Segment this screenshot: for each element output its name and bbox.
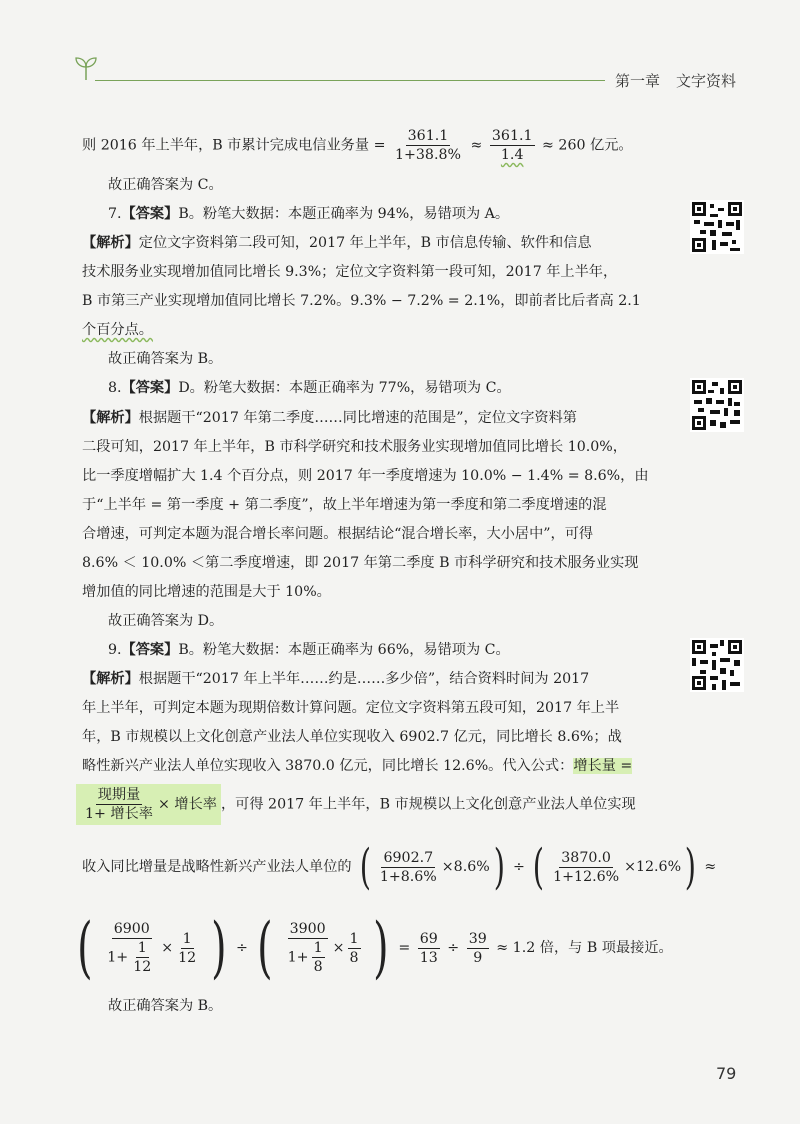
right-paren: ) [373,909,389,986]
qr-code-icon [692,640,742,690]
numerator: 361.1 [491,128,533,144]
q8-answer [108,377,511,399]
q9-analysis-line1 [82,668,589,690]
conclusion-text: 故正确答案为 D。 [108,613,224,629]
text: ≈ 260 亿元。 [542,137,633,154]
text: 定位文字资料第二段可知，2017 年上半年，B 市信息传输、软件和信息 [138,235,592,251]
numerator: 3870.0 [561,849,611,866]
denominator: 1+12.6% [553,868,620,885]
q7-analysis-line3: B 市第三产业实现增加值同比增长 7.2%。9.3% − 7.2% = 2.1%，即前者比后者高 2.1 [82,293,641,309]
text: ×12.6% [624,859,682,875]
fraction [83,786,155,823]
denominator: 8 [349,949,359,966]
numerator: 1 [137,940,147,956]
q9-answer [108,639,510,661]
text: 根据题干“2017 年上半年……约是……多少倍”，结合资料时间为 2017 [138,671,590,687]
running-header [615,70,752,91]
q8-analysis-line7: 增加值的同比增速的范围是大于 10%。 [82,584,331,600]
times-sign: × [332,940,345,956]
denominator: 8 [313,959,323,975]
qr-code-icon [692,380,742,430]
q7-answer [108,203,509,225]
text: 略性新兴产业法人单位实现收入 3870.0 亿元，同比增长 12.6%。代入公式： [82,758,574,774]
fraction [348,930,361,967]
text: 则 2016 年上半年，B 市累计完成电信业务量 = [82,137,386,154]
header-rule [95,80,605,81]
approx-sign: ≈ [704,859,717,875]
numerator: 现期量 [97,787,141,803]
numerator: 39 [468,930,487,947]
fraction [551,849,621,886]
denominator: 12 [133,959,152,975]
q9-approx-line [72,909,673,986]
chapter-label: 第一章 [615,72,661,90]
q8-analysis-line6: 8.6% ＜ 10.0% ＜第二季度增速，即 2017 年第二季度 B 市科学研究和技术服务业实现 [82,555,639,571]
highlighted-formula [76,784,221,825]
highlighted-formula: 增长量 = [573,758,633,774]
numerator: 361.1 [407,128,449,144]
fraction [467,930,489,967]
answer-text: D。粉笔大数据：本题正确率为 77%，易错项为 C。 [178,380,511,396]
text: × 增长率 [158,796,217,813]
sprout-icon [72,55,100,81]
text: ≈ 1.2 倍，与 B 项最接近。 [496,940,673,956]
analysis-tag: 【解析】 [82,671,139,687]
q9-ratio-line [82,839,717,895]
answer-tag: 【答案】 [121,206,179,222]
q7-analysis-line1 [82,232,592,254]
right-paren: ) [493,839,505,895]
q8-analysis-line3: 比一季度增幅扩大 1.4 个百分点，则 2017 年一季度增速为 10.0% − 1.4% = 8.6%，由 [82,468,649,484]
question-number: 9. [108,642,122,658]
q7-analysis-line2: 技术服务业实现增加值同比增长 9.3%；定位文字资料第一段可知，2017 年上半年， [82,264,618,280]
answer-tag: 【答案】 [121,380,179,396]
numerator: 1 [349,930,359,947]
q8-analysis-line5: 合增速，可判定本题为混合增长率问题。根据结论“混合增长率，大小居中”，可得 [82,526,594,542]
q9-analysis-line4 [82,755,632,777]
left-paren: ( [533,839,545,895]
numerator: 6900 [113,921,150,937]
fraction [312,939,325,976]
denominator: 9 [473,949,483,966]
left-paren: ( [77,909,93,986]
fraction [490,127,535,164]
denominator [286,939,330,976]
numerator: 69 [419,930,438,947]
q9-analysis-line3: 年，B 市规模以上文化创意产业法人单位实现收入 6902.7 亿元，同比增长 8.6%；战 [82,729,622,745]
answer-tag: 【答案】 [121,642,179,658]
analysis-tag: 【解析】 [82,235,139,251]
q8-analysis-line2: 二段可知，2017 年上半年，B 市科学研究和技术服务业实现增加值同比增长 10.0%， [82,439,627,455]
denominator: 12 [178,949,197,966]
divide-sign: ÷ [512,859,525,875]
equals-sign: = [398,940,411,956]
question-number: 8. [108,380,122,396]
fraction [393,127,463,164]
qr-code-icon [692,202,742,252]
conclusion-text: 故正确答案为 B。 [108,998,223,1014]
denominator: 1+8.6% [379,868,437,885]
conclusion-text: 故正确答案为 B。 [108,351,223,367]
times-sign: × [161,940,174,956]
q9-analysis-line2: 年上半年，可判定本题为现期倍数计算问题。定位文字资料第五段可知，2017 年上半 [82,700,620,716]
calc-line [82,127,633,164]
text: ，可得 2017 年上半年，B 市规模以上文化创意产业法人单位实现 [220,796,636,813]
text: ×8.6% [441,859,490,875]
numerator: 3900 [289,921,326,937]
divide-sign: ÷ [447,940,460,956]
fraction [286,920,330,976]
qr-code-q7[interactable] [690,200,744,254]
q8-analysis-line4: 于“上半年 = 第一季度 + 第二季度”，故上半年增速为第一季度和第二季度增速的混 [82,497,607,513]
fraction [176,930,198,967]
fraction [105,920,158,976]
q9-formula-line [76,784,636,825]
right-paren: ) [684,839,697,895]
denominator: 13 [419,949,438,966]
denominator: 1+38.8% [394,147,461,163]
left-paren: ( [257,909,273,986]
text: 根据题干“2017 年第二季度……同比增速的范围是”，定位文字资料第 [138,410,577,426]
text: 收入同比增量是战略性新兴产业法人单位的 [82,859,352,875]
q7-analysis-line4: 个百分点。 [82,322,153,338]
answer-text: B。粉笔大数据：本题正确率为 66%，易错项为 C。 [178,642,510,658]
text: 1+ [287,949,309,966]
analysis-tag: 【解析】 [82,410,139,426]
fraction [418,930,440,967]
q8-analysis-line1 [82,407,577,429]
qr-code-q8[interactable] [690,378,744,432]
qr-code-q9[interactable] [690,638,744,692]
question-number: 7. [108,206,122,222]
page-number: 79 [716,1064,737,1083]
denominator: 1.4 [500,147,524,163]
left-paren: ( [359,839,372,895]
numerator: 6902.7 [383,849,434,866]
divide-sign: ÷ [235,940,248,956]
conclusion-text: 故正确答案为 C。 [108,177,223,193]
numerator: 1 [182,930,192,947]
fraction [378,849,439,886]
numerator: 1 [313,940,323,956]
denominator: 1+ 增长率 [85,806,153,822]
text: 1+ [107,949,129,966]
fraction [131,939,153,976]
right-paren: ) [210,909,227,986]
denominator [105,939,158,976]
answer-text: B。粉笔大数据：本题正确率为 94%，易错项为 A。 [178,206,510,222]
chapter-title: 文字资料 [676,72,737,90]
approx-sign: ≈ [470,137,483,154]
